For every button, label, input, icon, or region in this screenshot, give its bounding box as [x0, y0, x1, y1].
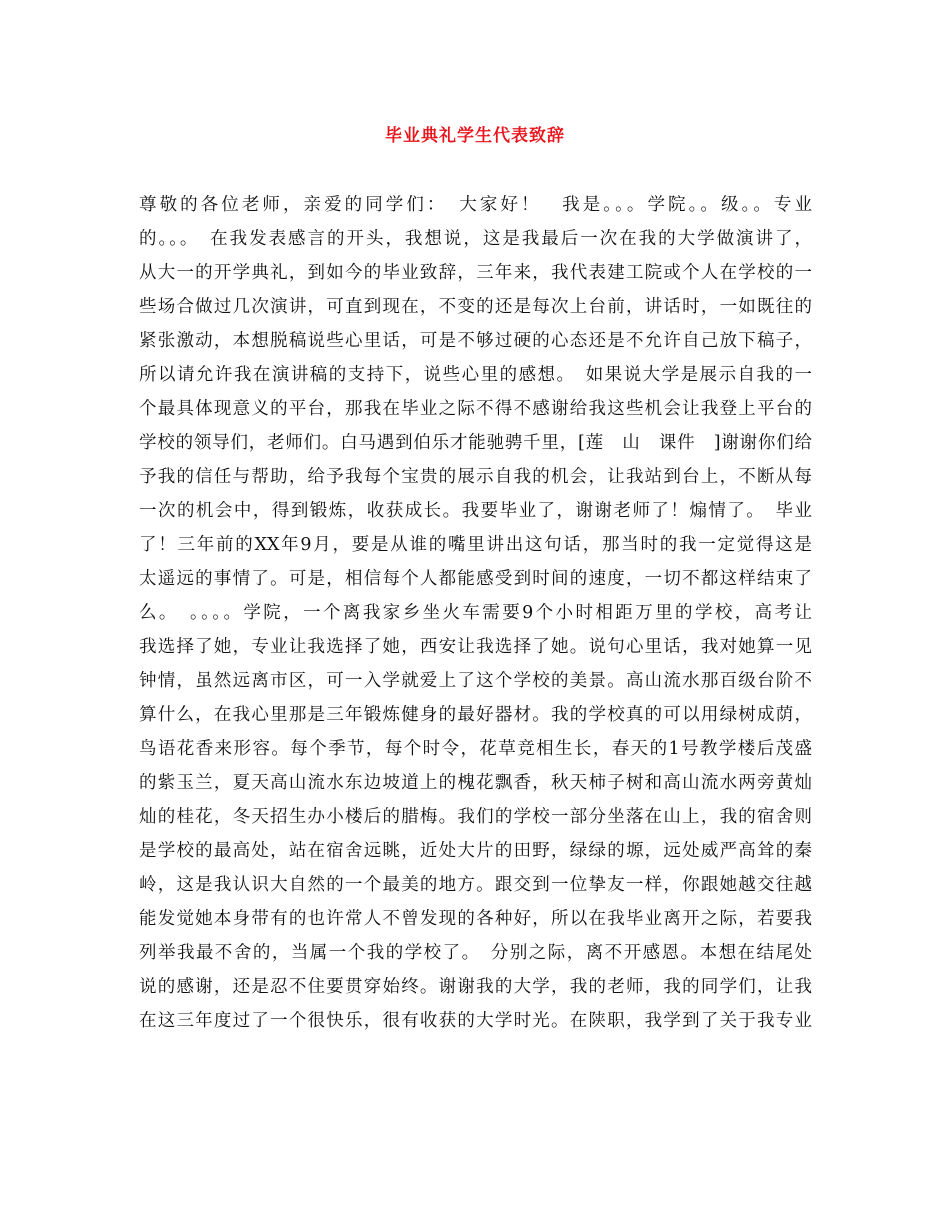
text-line: 尊敬的各位老师，亲爱的同学们： 大家好！ 我是。。。学院。。级。。专业 — [139, 195, 812, 215]
text-line: 了！三年前的XX年9月，要是从谁的嘴里讲出这句话，那当时的我一定觉得这是 — [139, 535, 812, 555]
text-line: 岭，这是我认识大自然的一个最美的地方。跟交到一位挚友一样，你跟她越交往越 — [139, 875, 812, 895]
text-line: 从大一的开学典礼，到如今的毕业致辞，三年来，我代表建工院或个人在学校的一 — [139, 263, 812, 283]
text-line: 灿的桂花，冬天招生办小楼后的腊梅。我们的学校一部分坐落在山上，我的宿舍则 — [139, 807, 812, 827]
text-line: 钟情，虽然远离市区，可一入学就爱上了这个学校的美景。高山流水那百级台阶不 — [139, 671, 812, 691]
text-line: 的紫玉兰，夏天高山流水东边坡道上的槐花飘香，秋天柿子树和高山流水两旁黄灿 — [139, 773, 812, 793]
text-line: 学校的领导们，老师们。白马遇到伯乐才能驰骋千里，[莲 山 课件 ]谢谢你们给 — [139, 433, 812, 453]
text-line: 太遥远的事情了。可是，相信每个人都能感受到时间的速度，一切不都这样结束了 — [139, 569, 812, 589]
text-line: 予我的信任与帮助，给予我每个宝贵的展示自我的机会，让我站到台上，不断从每 — [139, 467, 812, 487]
text-line: 所以请允许我在演讲稿的支持下，说些心里的感想。 如果说大学是展示自我的一 — [139, 365, 812, 385]
text-line: 个最具体现意义的平台，那我在毕业之际不得不感谢给我这些机会让我登上平台的 — [139, 399, 812, 419]
text-line: 我选择了她，专业让我选择了她，西安让我选择了她。说句心里话，我对她算一见 — [139, 637, 812, 657]
text-line: 鸟语花香来形容。每个季节，每个时令，花草竞相生长，春天的1号教学楼后茂盛 — [139, 739, 812, 759]
text-line: 列举我最不舍的，当属一个我的学校了。 分别之际，离不开感恩。本想在结尾处 — [139, 943, 812, 963]
text-line: 一次的机会中，得到锻炼，收获成长。我要毕业了，谢谢老师了！煽情了。 毕业 — [139, 501, 812, 521]
document-title: 毕业典礼学生代表致辞 — [385, 126, 565, 146]
text-line: 能发觉她本身带有的也许常人不曾发现的各种好，所以在我毕业离开之际，若要我 — [139, 909, 812, 929]
text-line: 么。 。。。。学院，一个离我家乡坐火车需要9个小时相距万里的学校，高考让 — [139, 603, 812, 623]
text-line: 是学校的最高处，站在宿舍远眺，近处大片的田野，绿绿的塬，远处威严高耸的秦 — [139, 841, 812, 861]
text-line: 说的感谢，还是忍不住要贯穿始终。谢谢我的大学，我的老师，我的同学们，让我 — [139, 977, 812, 997]
text-line: 算什么，在我心里那是三年锻炼健身的最好器材。我的学校真的可以用绿树成荫， — [139, 705, 812, 725]
text-line: 些场合做过几次演讲，可直到现在，不变的还是每次上台前，讲话时，一如既往的 — [139, 297, 812, 317]
text-line: 紧张激动，本想脱稿说些心里话，可是不够过硬的心态还是不允许自己放下稿子， — [139, 331, 812, 351]
text-line: 的。。。 在我发表感言的开头，我想说，这是我最后一次在我的大学做演讲了， — [139, 229, 812, 249]
speech-body — [139, 188, 812, 1038]
text-line: 在这三年度过了一个很快乐，很有收获的大学时光。在陕职，我学到了关于我专业 — [139, 1011, 812, 1031]
